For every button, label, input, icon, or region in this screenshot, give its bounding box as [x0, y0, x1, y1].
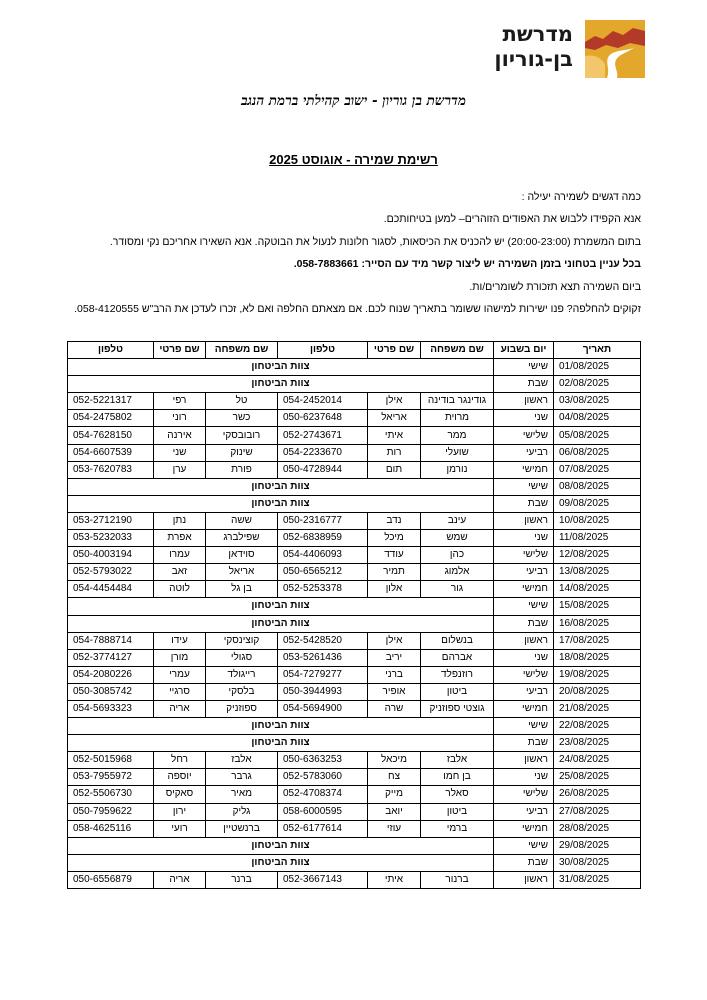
logo-emblem-icon: [585, 20, 645, 78]
weekday-cell: שישי: [494, 359, 554, 376]
weekday-cell: שלישי: [494, 786, 554, 803]
first-name-2-cell: עמרי: [154, 666, 206, 683]
first-name-2-cell: לוטה: [154, 581, 206, 598]
first-name-2-cell: אפרת: [154, 530, 206, 547]
first-name-2-cell: אריה: [154, 700, 206, 717]
first-name-1-cell: מיכאל: [368, 752, 421, 769]
phone-1-cell: 054-2233670: [278, 444, 368, 461]
weekday-cell: ראשון: [494, 393, 554, 410]
date-cell: 22/08/2025: [554, 718, 641, 735]
first-name-1-cell: עודד: [368, 547, 421, 564]
last-name-2-cell: ברנשטיין: [206, 820, 278, 837]
date-cell: 01/08/2025: [554, 359, 641, 376]
date-cell: 10/08/2025: [554, 512, 641, 529]
weekday-cell: חמישי: [494, 820, 554, 837]
weekday-cell: רביעי: [494, 683, 554, 700]
phone-1-cell: 052-5783060: [278, 769, 368, 786]
table-row: [68, 410, 641, 427]
phone-1-cell: 050-6565212: [278, 564, 368, 581]
date-cell: 05/08/2025: [554, 427, 641, 444]
table-row: [68, 683, 641, 700]
first-name-1-cell: איתי: [368, 427, 421, 444]
table-row: [68, 598, 641, 615]
last-name-1-cell: רוזנפלד: [421, 666, 494, 683]
first-name-1-cell: יואב: [368, 803, 421, 820]
phone-2-cell: 058-4625116: [68, 820, 154, 837]
table-row: [68, 530, 641, 547]
table-row: [68, 427, 641, 444]
last-name-2-cell: מאיר: [206, 786, 278, 803]
phone-1-cell: 050-6237648: [278, 410, 368, 427]
last-name-2-cell: רייגולד: [206, 666, 278, 683]
last-name-2-cell: קוצינסקי: [206, 632, 278, 649]
logo-line-2: בן-גוריון: [494, 47, 573, 71]
table-row: [68, 769, 641, 786]
table-row: [68, 837, 641, 854]
last-name-2-cell: בן גל: [206, 581, 278, 598]
phone-2-cell: 052-5015968: [68, 752, 154, 769]
weekday-cell: שבת: [494, 854, 554, 871]
table-row: [68, 376, 641, 393]
header-last-name-2: שם משפחה: [206, 342, 278, 359]
note-vests: אנא הקפידו ללבוש את האפודים הזוהרים– למען בטיחותכם.: [383, 213, 641, 226]
date-cell: 29/08/2025: [554, 837, 641, 854]
weekday-cell: שישי: [494, 478, 554, 495]
date-cell: 23/08/2025: [554, 735, 641, 752]
table-row: [68, 632, 641, 649]
date-cell: 06/08/2025: [554, 444, 641, 461]
table-row: [68, 547, 641, 564]
first-name-2-cell: רוני: [154, 410, 206, 427]
last-name-2-cell: סוידאן: [206, 547, 278, 564]
first-name-2-cell: רועי: [154, 820, 206, 837]
phone-1-cell: 053-5261436: [278, 649, 368, 666]
last-name-2-cell: ספוזניק: [206, 700, 278, 717]
table-row: [68, 820, 641, 837]
weekday-cell: שני: [494, 410, 554, 427]
date-cell: 18/08/2025: [554, 649, 641, 666]
security-team-cell: צוות הביטחון: [68, 478, 494, 495]
date-cell: 14/08/2025: [554, 581, 641, 598]
date-cell: 17/08/2025: [554, 632, 641, 649]
first-name-1-cell: אילן: [368, 393, 421, 410]
last-name-2-cell: גליק: [206, 803, 278, 820]
first-name-1-cell: איתי: [368, 871, 421, 888]
school-logo: [470, 18, 645, 80]
first-name-2-cell: שני: [154, 444, 206, 461]
phone-2-cell: 054-6607539: [68, 444, 154, 461]
last-name-1-cell: אלבז: [421, 752, 494, 769]
weekday-cell: חמישי: [494, 581, 554, 598]
community-subtitle: מדרשת בן גוריון - ישוב קהילתי ברמת הנגב: [240, 93, 466, 109]
phone-1-cell: 058-6000595: [278, 803, 368, 820]
note-shift-end: בתום המשמרת (20:00-23:00) יש להכניס את הכיסאות, לסגור חלונות לנעול את הבוטקה. אנא השאירו אחריכם נקי ומסודר.: [109, 235, 641, 248]
last-name-2-cell: סגולי: [206, 649, 278, 666]
last-name-2-cell: גרבר: [206, 769, 278, 786]
date-cell: 08/08/2025: [554, 478, 641, 495]
weekday-cell: שבת: [494, 495, 554, 512]
logo-text: [494, 22, 573, 72]
table-row: [68, 752, 641, 769]
weekday-cell: חמישי: [494, 700, 554, 717]
first-name-1-cell: ברני: [368, 666, 421, 683]
last-name-1-cell: סאלר: [421, 786, 494, 803]
header-phone-1: טלפון: [278, 342, 368, 359]
last-name-1-cell: אברהם: [421, 649, 494, 666]
date-cell: 07/08/2025: [554, 461, 641, 478]
phone-1-cell: 052-6838959: [278, 530, 368, 547]
table-row: [68, 461, 641, 478]
first-name-2-cell: סרגיי: [154, 683, 206, 700]
weekday-cell: רביעי: [494, 564, 554, 581]
table-row: [68, 786, 641, 803]
phone-1-cell: 054-2452014: [278, 393, 368, 410]
logo-line-1: מדרשת: [502, 22, 573, 46]
first-name-2-cell: נתן: [154, 512, 206, 529]
weekday-cell: שבת: [494, 376, 554, 393]
phone-2-cell: 054-7628150: [68, 427, 154, 444]
date-cell: 12/08/2025: [554, 547, 641, 564]
date-cell: 04/08/2025: [554, 410, 641, 427]
note-reminder: ביום השמירה תצא תזכורת לשומרים/ות.: [469, 280, 641, 293]
phone-2-cell: 050-4003194: [68, 547, 154, 564]
phone-2-cell: 053-7955972: [68, 769, 154, 786]
last-name-2-cell: בלסקי: [206, 683, 278, 700]
weekday-cell: ראשון: [494, 871, 554, 888]
phone-1-cell: 050-3944993: [278, 683, 368, 700]
last-name-1-cell: ברמי: [421, 820, 494, 837]
phone-2-cell: 052-5793022: [68, 564, 154, 581]
last-name-1-cell: גוצטי ספוזניק: [421, 700, 494, 717]
first-name-2-cell: זאב: [154, 564, 206, 581]
phone-2-cell: 054-2475802: [68, 410, 154, 427]
date-cell: 28/08/2025: [554, 820, 641, 837]
first-name-2-cell: רחל: [154, 752, 206, 769]
first-name-2-cell: מורן: [154, 649, 206, 666]
last-name-1-cell: גודינגר בודינה: [421, 393, 494, 410]
first-name-2-cell: עמרו: [154, 547, 206, 564]
phone-1-cell: 052-3667143: [278, 871, 368, 888]
date-cell: 20/08/2025: [554, 683, 641, 700]
first-name-2-cell: סאקיס: [154, 786, 206, 803]
date-cell: 03/08/2025: [554, 393, 641, 410]
security-team-cell: צוות הביטחון: [68, 735, 494, 752]
last-name-2-cell: ששה: [206, 512, 278, 529]
weekday-cell: חמישי: [494, 461, 554, 478]
phone-2-cell: 053-7620783: [68, 461, 154, 478]
security-team-cell: צוות הביטחון: [68, 837, 494, 854]
last-name-2-cell: שינוק: [206, 444, 278, 461]
last-name-1-cell: ממר: [421, 427, 494, 444]
last-name-2-cell: כשר: [206, 410, 278, 427]
last-name-2-cell: פורת: [206, 461, 278, 478]
table-row: [68, 718, 641, 735]
date-cell: 24/08/2025: [554, 752, 641, 769]
header-first-name-2: שם פרטי: [154, 342, 206, 359]
last-name-2-cell: אלבז: [206, 752, 278, 769]
first-name-2-cell: אירנה: [154, 427, 206, 444]
table-row: [68, 871, 641, 888]
header-phone-2: טלפון: [68, 342, 154, 359]
weekday-cell: ראשון: [494, 752, 554, 769]
phone-1-cell: 054-4406093: [278, 547, 368, 564]
page-title-text: רשימת שמירה - אוגוסט 2025: [269, 152, 438, 167]
page-title: [0, 152, 707, 167]
header-weekday: יום בשבוע: [494, 342, 554, 359]
phone-1-cell: 052-5428520: [278, 632, 368, 649]
weekday-cell: שישי: [494, 598, 554, 615]
last-name-1-cell: אלמוג: [421, 564, 494, 581]
first-name-1-cell: מייק: [368, 786, 421, 803]
weekday-cell: שלישי: [494, 547, 554, 564]
first-name-1-cell: צח: [368, 769, 421, 786]
date-cell: 15/08/2025: [554, 598, 641, 615]
note-intro: כמה דגשים לשמירה יעילה :: [521, 191, 641, 203]
table-row: [68, 700, 641, 717]
phone-1-cell: 052-5253378: [278, 581, 368, 598]
table-row: [68, 359, 641, 376]
weekday-cell: שני: [494, 649, 554, 666]
last-name-1-cell: בן חמו: [421, 769, 494, 786]
weekday-cell: שני: [494, 530, 554, 547]
security-team-cell: צוות הביטחון: [68, 615, 494, 632]
last-name-1-cell: כהן: [421, 547, 494, 564]
date-cell: 25/08/2025: [554, 769, 641, 786]
first-name-1-cell: יריב: [368, 649, 421, 666]
table-header-row: [68, 342, 641, 359]
first-name-2-cell: ירון: [154, 803, 206, 820]
phone-2-cell: 050-3085742: [68, 683, 154, 700]
last-name-1-cell: שמש: [421, 530, 494, 547]
date-cell: 19/08/2025: [554, 666, 641, 683]
table-row: [68, 666, 641, 683]
first-name-1-cell: עוזי: [368, 820, 421, 837]
date-cell: 30/08/2025: [554, 854, 641, 871]
table-row: [68, 393, 641, 410]
instructions: [41, 192, 641, 326]
date-cell: 16/08/2025: [554, 615, 641, 632]
first-name-2-cell: אריה: [154, 871, 206, 888]
phone-1-cell: 052-2743671: [278, 427, 368, 444]
last-name-2-cell: שפילברג: [206, 530, 278, 547]
first-name-2-cell: יוספה: [154, 769, 206, 786]
first-name-1-cell: אלון: [368, 581, 421, 598]
weekday-cell: ראשון: [494, 632, 554, 649]
security-team-cell: צוות הביטחון: [68, 854, 494, 871]
phone-2-cell: 054-2080226: [68, 666, 154, 683]
first-name-1-cell: נדב: [368, 512, 421, 529]
security-team-cell: צוות הביטחון: [68, 495, 494, 512]
guard-roster-table: [67, 341, 641, 889]
phone-1-cell: 052-4708374: [278, 786, 368, 803]
first-name-1-cell: תום: [368, 461, 421, 478]
table-row: [68, 854, 641, 871]
phone-1-cell: 054-5694900: [278, 700, 368, 717]
date-cell: 13/08/2025: [554, 564, 641, 581]
last-name-1-cell: ביטון: [421, 683, 494, 700]
roster-body: [68, 359, 641, 889]
phone-2-cell: 050-7959622: [68, 803, 154, 820]
first-name-1-cell: מיכל: [368, 530, 421, 547]
security-team-cell: צוות הביטחון: [68, 718, 494, 735]
note-replacement: זקוקים להחלפה? פנו ישירות למישהו ששומר בתאריך שנוח לכם. אם מצאתם החלפה ואם לא, זכרו לעדכן את הרב"ש 058-4120555.: [74, 302, 641, 315]
table-row: [68, 564, 641, 581]
phone-2-cell: 050-6556879: [68, 871, 154, 888]
weekday-cell: שישי: [494, 718, 554, 735]
last-name-1-cell: ברנור: [421, 871, 494, 888]
weekday-cell: רביעי: [494, 803, 554, 820]
first-name-1-cell: שרה: [368, 700, 421, 717]
first-name-2-cell: עידו: [154, 632, 206, 649]
phone-2-cell: 052-5221317: [68, 393, 154, 410]
table-row: [68, 581, 641, 598]
weekday-cell: שלישי: [494, 666, 554, 683]
last-name-1-cell: עינב: [421, 512, 494, 529]
first-name-1-cell: אופיר: [368, 683, 421, 700]
table-row: [68, 649, 641, 666]
last-name-1-cell: מרוית: [421, 410, 494, 427]
first-name-2-cell: ערן: [154, 461, 206, 478]
security-team-cell: צוות הביטחון: [68, 359, 494, 376]
first-name-1-cell: אילן: [368, 632, 421, 649]
table-row: [68, 735, 641, 752]
last-name-1-cell: גור: [421, 581, 494, 598]
weekday-cell: ראשון: [494, 512, 554, 529]
phone-2-cell: 053-2712190: [68, 512, 154, 529]
last-name-1-cell: שועלי: [421, 444, 494, 461]
last-name-2-cell: אריאל: [206, 564, 278, 581]
header-date: תאריך: [554, 342, 641, 359]
phone-1-cell: 054-7279277: [278, 666, 368, 683]
phone-2-cell: 053-5232033: [68, 530, 154, 547]
table-row: [68, 478, 641, 495]
weekday-cell: רביעי: [494, 444, 554, 461]
security-team-cell: צוות הביטחון: [68, 376, 494, 393]
last-name-1-cell: נורמן: [421, 461, 494, 478]
phone-2-cell: 054-7888714: [68, 632, 154, 649]
note-security-contact: בכל עניין בטחוני בזמן השמירה יש ליצור קשר מיד עם הסייר: 058-7883661.: [293, 258, 641, 271]
date-cell: 11/08/2025: [554, 530, 641, 547]
last-name-1-cell: ביטון: [421, 803, 494, 820]
weekday-cell: שבת: [494, 615, 554, 632]
last-name-1-cell: בנשלום: [421, 632, 494, 649]
weekday-cell: שישי: [494, 837, 554, 854]
header-first-name-1: שם פרטי: [368, 342, 421, 359]
weekday-cell: שני: [494, 769, 554, 786]
date-cell: 27/08/2025: [554, 803, 641, 820]
last-name-2-cell: רובובסקי: [206, 427, 278, 444]
table-row: [68, 495, 641, 512]
table-row: [68, 444, 641, 461]
phone-2-cell: 052-5506730: [68, 786, 154, 803]
first-name-1-cell: אריאל: [368, 410, 421, 427]
first-name-1-cell: תמיר: [368, 564, 421, 581]
date-cell: 31/08/2025: [554, 871, 641, 888]
first-name-2-cell: רפי: [154, 393, 206, 410]
phone-2-cell: 054-5693323: [68, 700, 154, 717]
table-row: [68, 512, 641, 529]
date-cell: 21/08/2025: [554, 700, 641, 717]
last-name-2-cell: ברנר: [206, 871, 278, 888]
phone-1-cell: 050-2316777: [278, 512, 368, 529]
weekday-cell: שלישי: [494, 427, 554, 444]
phone-2-cell: 054-4454484: [68, 581, 154, 598]
table-row: [68, 615, 641, 632]
table-row: [68, 803, 641, 820]
first-name-1-cell: רות: [368, 444, 421, 461]
phone-1-cell: 050-6363253: [278, 752, 368, 769]
weekday-cell: שבת: [494, 735, 554, 752]
phone-1-cell: 052-6177614: [278, 820, 368, 837]
date-cell: 26/08/2025: [554, 786, 641, 803]
phone-2-cell: 052-3774127: [68, 649, 154, 666]
security-team-cell: צוות הביטחון: [68, 598, 494, 615]
phone-1-cell: 050-4728944: [278, 461, 368, 478]
date-cell: 09/08/2025: [554, 495, 641, 512]
header-last-name-1: שם משפחה: [421, 342, 494, 359]
date-cell: 02/08/2025: [554, 376, 641, 393]
last-name-2-cell: טל: [206, 393, 278, 410]
